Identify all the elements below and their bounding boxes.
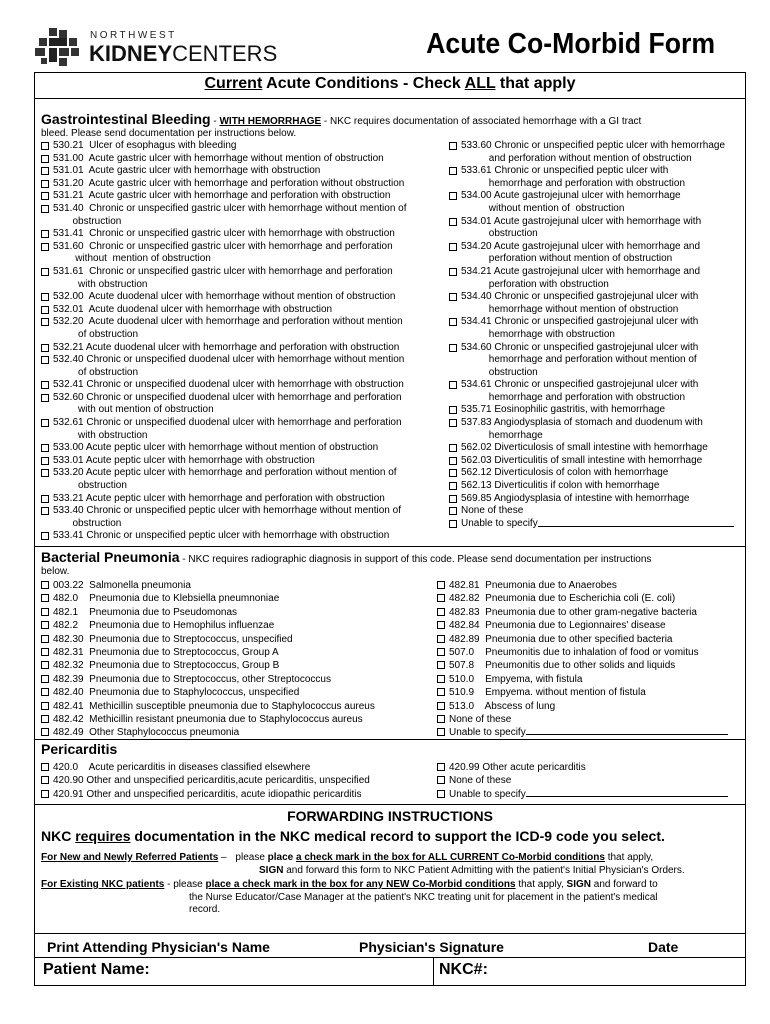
pericarditis-section-heading: Pericarditis [41, 741, 118, 757]
condition-item [449, 291, 745, 316]
condition-label: 562.13 Diverticulitis if colon with hemorrhage [461, 480, 660, 492]
condition-item [449, 316, 745, 341]
condition-item [449, 379, 745, 404]
gi-with-hemorrhage: WITH HEMORRHAGE [219, 116, 322, 127]
condition-item [449, 455, 745, 468]
condition-checkbox[interactable] [437, 776, 445, 784]
condition-item [41, 467, 451, 492]
condition-checkbox[interactable] [449, 192, 457, 200]
condition-label: 534.01 Acute gastrojejunal ulcer with hemorrhage with obstruction [461, 215, 702, 240]
condition-checkbox[interactable] [449, 344, 457, 352]
form-frame [34, 72, 746, 986]
condition-label: 507.0 Pneumonitis due to inhalation of food or vomitus [449, 647, 699, 659]
form-header [30, 22, 745, 72]
condition-label: 534.60 Chronic or unspecified gastrojejunal ulcer with hemorrhage and perforation without mention of obstruction [461, 341, 699, 378]
condition-checkbox[interactable] [41, 763, 49, 771]
condition-label: 531.61 Chronic or unspecified gastric ulcer with hemorrhage and perforation with obstruction [53, 265, 393, 290]
forwarding-sub-rest: documentation in the NKC medical record to support the ICD-9 code you select. [130, 828, 665, 844]
condition-label: 482.42 Methicillin resistant pneumonia due to Staphylococcus aureus [53, 714, 363, 726]
condition-item [437, 713, 745, 726]
condition-checkbox[interactable] [449, 142, 457, 150]
condition-label: Unable to specify [461, 517, 538, 529]
condition-checkbox[interactable] [437, 594, 445, 602]
condition-label: 482.0 Pneumonia due to Klebsiella pneumnoniae [53, 593, 280, 605]
condition-item [41, 316, 451, 341]
condition-item [41, 165, 451, 178]
condition-label: 562.02 Diverticulosis of small intestine with hemorrhage [461, 442, 708, 454]
new-patients-line2 [41, 865, 741, 878]
condition-item [437, 646, 745, 659]
condition-item [437, 686, 745, 699]
forwarding-sub-requires: requires [75, 828, 131, 844]
condition-label: 482.40 Pneumonia due to Staphylococcus, unspecified [53, 687, 300, 699]
condition-label: 482.39 Pneumonia due to Streptococcus, other Streptococcus [53, 673, 331, 685]
condition-checkbox[interactable] [449, 507, 457, 515]
condition-label: 531.41 Chronic or unspecified gastric ulcer with hemorrhage with obstruction [53, 228, 395, 240]
logo-northwest-text: NORTHWEST [90, 30, 177, 41]
condition-label: 533.20 Acute peptic ulcer with hemorrhage and perforation without mention of obstruction [53, 467, 397, 492]
condition-checkbox[interactable] [41, 180, 49, 188]
condition-item [41, 726, 437, 739]
condition-checkbox[interactable] [41, 581, 49, 589]
condition-item [41, 455, 451, 468]
pneumonia-note: - NKC requires radiographic diagnosis in support of this code. Please send documentation per instructions [179, 554, 652, 565]
condition-label: 482.31 Pneumonia due to Streptococcus, Group A [53, 647, 279, 659]
condition-label: None of these [461, 505, 524, 517]
divider [35, 957, 745, 958]
condition-checkbox[interactable] [437, 648, 445, 656]
condition-label: 562.03 Diverticulitis of small intestine with hemorrhage [461, 454, 703, 466]
condition-item [41, 713, 437, 726]
condition-checkbox[interactable] [41, 594, 49, 602]
condition-checkbox[interactable] [41, 205, 49, 213]
condition-item [41, 530, 451, 543]
forwarding-sub-nkc: NKC [41, 828, 76, 844]
condition-checkbox[interactable] [41, 702, 49, 710]
condition-checkbox[interactable] [437, 608, 445, 616]
condition-checkbox[interactable] [41, 192, 49, 200]
condition-checkbox[interactable] [41, 776, 49, 784]
gi-note: - NKC requires documentation of associated hemorrhage with a GI tract [321, 116, 642, 127]
condition-item [41, 606, 437, 619]
condition-label: 569.85 Angiodysplasia of intestine with hemorrhage [461, 492, 690, 504]
condition-label: 533.41 Chronic or unspecified peptic ulcer with hemorrhage with obstruction [53, 530, 390, 542]
condition-label: 532.60 Chronic or unspecified duodenal ulcer with hemorrhage and perforation with out mention of obstruction [53, 391, 402, 416]
condition-checkbox[interactable] [437, 635, 445, 643]
condition-checkbox[interactable] [437, 702, 445, 710]
condition-item [41, 379, 451, 392]
condition-item [41, 646, 437, 659]
condition-label: 420.91 Other and unspecified pericarditis, acute idiopathic pericarditis [53, 788, 362, 800]
condition-checkbox[interactable] [41, 155, 49, 163]
condition-label: 532.41 Chronic or unspecified duodenal ulcer with hemorrhage with obstruction [53, 379, 404, 391]
new-patients-check-all: a check mark in the box for ALL CURRENT Co-Morbid conditions [296, 852, 605, 863]
condition-checkbox[interactable] [437, 790, 445, 798]
condition-checkbox[interactable] [449, 318, 457, 326]
physician-signature-label: Physician's Signature [359, 939, 504, 955]
condition-label: 482.49 Other Staphylococcus pneumonia [53, 727, 240, 739]
condition-item [449, 165, 745, 190]
unable-to-specify-blank[interactable] [538, 518, 734, 527]
condition-checkbox[interactable] [41, 444, 49, 452]
condition-label: Unable to specify [449, 727, 526, 739]
condition-checkbox[interactable] [41, 635, 49, 643]
existing-patients-check-new: place a check mark in the box for any NEW Co-Morbid conditions [205, 879, 516, 890]
condition-checkbox[interactable] [41, 419, 49, 427]
condition-label: 533.61 Chronic or unspecified peptic ulcer with hemorrhage and perforation with obstruction [461, 165, 686, 189]
condition-label: 507.8 Pneumonitis due to other solids and liquids [449, 660, 676, 672]
new-patients-forward: and forward this form to NKC Patient Admitting with the patient's Initial Physician's Orders. [283, 864, 685, 876]
patient-name-label: Patient Name: [43, 961, 150, 978]
condition-label: 534.61 Chronic or unspecified gastrojejunal ulcer with hemorrhage and perforation with obstruction [461, 379, 699, 403]
condition-item [41, 241, 451, 266]
banner-tail: that apply [495, 75, 576, 92]
condition-checkbox[interactable] [41, 728, 49, 736]
condition-checkbox[interactable] [449, 268, 457, 276]
condition-label: 510.9 Empyema. without mention of fistula [449, 687, 646, 699]
new-patients-label: For New and Newly Referred Patients [41, 852, 219, 863]
existing-patients-instructions [41, 879, 741, 917]
condition-checkbox[interactable] [41, 356, 49, 364]
banner-all: ALL [464, 75, 496, 92]
condition-checkbox[interactable] [449, 293, 457, 301]
condition-checkbox[interactable] [449, 482, 457, 490]
condition-checkbox[interactable] [437, 688, 445, 696]
condition-item [449, 342, 745, 380]
condition-checkbox[interactable] [449, 218, 457, 226]
unable-to-specify-blank[interactable] [526, 788, 728, 797]
condition-checkbox[interactable] [41, 688, 49, 696]
divider [35, 739, 745, 740]
condition-label: 482.84 Pneumonia due to Legionnaires' disease [449, 620, 666, 632]
condition-checkbox[interactable] [41, 507, 49, 515]
divider [35, 933, 745, 934]
condition-checkbox[interactable] [41, 142, 49, 150]
new-patients-instructions [41, 852, 741, 877]
condition-item [41, 266, 451, 291]
condition-item [41, 354, 451, 379]
condition-item [41, 304, 451, 317]
new-patients-place: place [267, 852, 297, 863]
existing-patients-apply: that apply, [515, 879, 567, 890]
condition-label: 532.01 Acute duodenal ulcer with hemorrhage with obstruction [53, 303, 333, 315]
condition-label: 533.01 Acute peptic ulcer with hemorrhage with obstruction [53, 454, 315, 466]
condition-label: 532.21 Acute duodenal ulcer with hemorrhage and perforation with obstruction [53, 341, 400, 353]
condition-item [449, 216, 745, 241]
condition-label: 482.83 Pneumonia due to other gram-negative bacteria [449, 606, 697, 618]
logo-name [89, 41, 277, 67]
condition-item [41, 788, 437, 801]
condition-checkbox[interactable] [41, 648, 49, 656]
condition-label: 534.00 Acute gastrojejunal ulcer with hemorrhage without mention of obstruction [461, 190, 681, 214]
condition-item [41, 203, 451, 228]
existing-patients-line3: record. [189, 904, 221, 916]
condition-label: 482.2 Pneumonia due to Hemophilus influenzae [53, 620, 275, 632]
new-patients-line1 [41, 852, 741, 865]
condition-checkbox[interactable] [41, 293, 49, 301]
condition-item [437, 726, 745, 739]
gi-dash: - [210, 116, 220, 127]
nkc-logo [35, 28, 278, 70]
new-patients-apply: that apply, [604, 852, 654, 863]
condition-item [449, 505, 745, 518]
condition-item [437, 673, 745, 686]
pneumonia-right-column [437, 579, 745, 740]
banner-text: Acute Conditions - Check [262, 75, 465, 92]
condition-item [437, 774, 745, 787]
condition-item [41, 190, 451, 203]
logo-name-bold: KIDNEY [89, 41, 173, 66]
condition-item [41, 178, 451, 191]
condition-label: 531.21 Acute gastric ulcer with hemorrhage and perforation with obstruction [53, 190, 391, 202]
condition-item [437, 633, 745, 646]
logo-name-rest: CENTERS [172, 41, 278, 66]
condition-label: 532.00 Acute duodenal ulcer with hemorrhage without mention of obstruction [53, 291, 396, 303]
divider [35, 546, 745, 547]
condition-label: 532.40 Chronic or unspecified duodenal ulcer with hemorrhage without mention of obstruction [53, 354, 405, 378]
condition-item [41, 291, 451, 304]
nkc-logo-mark-icon [35, 28, 83, 68]
existing-patients-forward: and forward to [590, 879, 658, 890]
condition-label: 530.21 Ulcer of esophagus with bleeding [53, 140, 237, 151]
condition-item [41, 633, 437, 646]
pneumonia-note-line2: below. [41, 566, 70, 577]
condition-label: 534.21 Acute gastrojejunal ulcer with hemorrhage and perforation with obstruction [461, 265, 701, 290]
condition-label: 510.0 Empyema, with fistula [449, 673, 583, 685]
condition-label: 003.22 Salmonella pneumonia [53, 580, 191, 591]
condition-item [437, 659, 745, 672]
print-physician-name-label: Print Attending Physician's Name [47, 939, 270, 955]
condition-checkbox[interactable] [41, 243, 49, 251]
condition-item [41, 774, 437, 787]
banner-current: Current [204, 75, 263, 92]
condition-checkbox[interactable] [449, 381, 457, 389]
forwarding-requirement [41, 828, 665, 844]
condition-checkbox[interactable] [41, 675, 49, 683]
condition-label: Unable to specify [449, 788, 526, 800]
nkc-number-label: NKC#: [439, 961, 488, 978]
gi-section-heading [41, 111, 641, 127]
condition-item [41, 392, 451, 417]
condition-checkbox[interactable] [41, 318, 49, 326]
condition-label: 420.0 Acute pericarditis in diseases classified elsewhere [53, 762, 311, 773]
existing-patients-line2: the Nurse Educator/Case Manager at the patient's NKC treating unit for placement in the patient's medical [189, 891, 658, 903]
condition-label: 533.00 Acute peptic ulcer with hemorrhage without mention of obstruction [53, 442, 379, 454]
condition-label: 533.21 Acute peptic ulcer with hemorrhage and perforation with obstruction [53, 492, 385, 504]
condition-item [437, 788, 745, 801]
condition-item [41, 153, 451, 166]
existing-patients-please: - please [164, 879, 206, 890]
condition-checkbox[interactable] [41, 344, 49, 352]
condition-checkbox[interactable] [41, 306, 49, 314]
condition-checkbox[interactable] [41, 715, 49, 723]
condition-item [41, 673, 437, 686]
condition-checkbox[interactable] [449, 406, 457, 414]
condition-label: 531.20 Acute gastric ulcer with hemorrhage and perforation without obstruction [53, 177, 405, 189]
condition-checkbox[interactable] [449, 419, 457, 427]
condition-checkbox[interactable] [437, 728, 445, 736]
condition-item [41, 659, 437, 672]
pericarditis-right-column [437, 761, 745, 801]
condition-checkbox[interactable] [437, 661, 445, 669]
condition-label: 482.1 Pneumonia due to Pseudomonas [53, 606, 238, 618]
condition-label: 420.90 Other and unspecified pericarditis,acute pericarditis, unspecified [53, 775, 370, 787]
condition-label: None of these [449, 775, 512, 787]
date-label: Date [648, 939, 679, 955]
condition-item [41, 761, 437, 774]
condition-label: 513.0 Abscess of lung [449, 700, 556, 712]
pneumonia-section-heading [41, 549, 651, 565]
condition-checkbox[interactable] [41, 661, 49, 669]
condition-item [449, 241, 745, 266]
condition-checkbox[interactable] [449, 469, 457, 477]
condition-label: None of these [449, 714, 512, 726]
condition-item [449, 404, 745, 417]
vertical-divider [433, 957, 434, 986]
condition-checkbox[interactable] [41, 457, 49, 465]
condition-item [41, 140, 451, 153]
condition-checkbox[interactable] [449, 444, 457, 452]
condition-item [437, 619, 745, 632]
condition-item [437, 700, 745, 713]
condition-label: 482.82 Pneumonia due to Escherichia coli (E. coli) [449, 593, 676, 605]
condition-label: 531.40 Chronic or unspecified gastric ulcer with hemorrhage without mention of obstruction [53, 202, 407, 227]
existing-patients-line1 [41, 879, 741, 892]
condition-label: 482.81 Pneumonia due to Anaerobes [449, 580, 617, 591]
existing-patients-sign: SIGN [566, 879, 591, 890]
pericarditis-left-column [41, 761, 437, 801]
condition-checkbox[interactable] [41, 167, 49, 175]
condition-item [437, 761, 745, 774]
condition-checkbox[interactable] [449, 457, 457, 465]
condition-label: 535.71 Eosinophilic gastritis, with hemorrhage [461, 404, 665, 416]
new-patients-please: please [235, 852, 268, 863]
condition-item [449, 480, 745, 493]
condition-checkbox[interactable] [41, 495, 49, 503]
condition-checkbox[interactable] [41, 394, 49, 402]
condition-item [41, 493, 451, 506]
condition-checkbox[interactable] [449, 167, 457, 175]
condition-item [437, 579, 745, 592]
condition-checkbox[interactable] [449, 520, 457, 528]
condition-label: 534.20 Acute gastrojejunal ulcer with hemorrhage and perforation without mention of obstruction [461, 240, 701, 265]
gi-right-column [449, 140, 745, 530]
existing-patients-label: For Existing NKC patients [41, 879, 165, 890]
new-patients-dash: – [218, 852, 230, 863]
unable-to-specify-blank[interactable] [526, 726, 728, 735]
forwarding-title: FORWARDING INSTRUCTIONS [287, 808, 493, 824]
condition-checkbox[interactable] [41, 608, 49, 616]
condition-checkbox[interactable] [41, 230, 49, 238]
condition-checkbox[interactable] [449, 495, 457, 503]
condition-checkbox[interactable] [437, 715, 445, 723]
condition-item [41, 592, 437, 605]
condition-item [449, 518, 745, 531]
condition-checkbox[interactable] [437, 675, 445, 683]
condition-label: 482.89 Pneumonia due to other specified bacteria [449, 633, 673, 645]
condition-checkbox[interactable] [41, 621, 49, 629]
condition-label: 532.20 Acute duodenal ulcer with hemorrhage and perforation without mention of obstruction [53, 316, 403, 340]
condition-label: 533.60 Chronic or unspecified peptic ulcer with hemorrhage and perforation without mention of obstruction [461, 140, 726, 164]
condition-checkbox[interactable] [437, 763, 445, 771]
condition-item [449, 140, 745, 165]
new-patients-sign: SIGN [259, 864, 284, 876]
condition-label: 534.41 Chronic or unspecified gastrojejunal ulcer with hemorrhage with obstruction [461, 316, 699, 340]
condition-item [41, 579, 437, 592]
condition-checkbox[interactable] [41, 381, 49, 389]
pneumonia-left-column [41, 579, 437, 740]
form-title: Acute Co-Morbid Form [425, 28, 715, 60]
gi-note-line2: bleed. Please send documentation per instructions below. [41, 128, 297, 139]
condition-item [449, 442, 745, 455]
condition-checkbox[interactable] [41, 469, 49, 477]
condition-checkbox[interactable] [41, 268, 49, 276]
condition-label: 534.40 Chronic or unspecified gastrojejunal ulcer with hemorrhage without mention of obstruction [461, 291, 699, 315]
condition-item [449, 493, 745, 506]
condition-label: 537.83 Angiodysplasia of stomach and duodenum with hemorrhage [461, 417, 703, 441]
condition-item [41, 700, 437, 713]
condition-item [41, 505, 451, 530]
condition-checkbox[interactable] [437, 621, 445, 629]
condition-checkbox[interactable] [437, 581, 445, 589]
divider [35, 98, 745, 99]
condition-item [449, 417, 745, 442]
condition-label: 482.30 Pneumonia due to Streptococcus, unspecified [53, 633, 293, 645]
condition-label: 531.00 Acute gastric ulcer with hemorrhage without mention of obstruction [53, 152, 384, 164]
condition-checkbox[interactable] [41, 790, 49, 798]
condition-item [41, 342, 451, 355]
condition-item [41, 686, 437, 699]
condition-label: 482.41 Methicillin susceptible pneumonia due to Staphylococcus aureus [53, 700, 375, 712]
gi-title: Gastrointestinal Bleeding [41, 111, 211, 127]
condition-label: 532.61 Chronic or unspecified duodenal ulcer with hemorrhage and perforation with obstruction [53, 417, 402, 441]
condition-item [437, 592, 745, 605]
condition-label: 533.40 Chronic or unspecified peptic ulcer with hemorrhage without mention of obstruction [53, 505, 401, 529]
current-conditions-banner [35, 75, 745, 93]
condition-label: 420.99 Other acute pericarditis [449, 762, 586, 773]
condition-item [41, 442, 451, 455]
condition-item [41, 417, 451, 442]
condition-item [437, 606, 745, 619]
condition-item [449, 266, 745, 291]
pneumonia-title: Bacterial Pneumonia [41, 549, 180, 565]
condition-label: 562.12 Diverticulosis of colon with hemorrhage [461, 467, 669, 479]
gi-left-column [41, 140, 451, 543]
condition-label: 531.60 Chronic or unspecified gastric ulcer with hemorrhage and perforation without mention of obstruction [53, 240, 393, 265]
condition-item [41, 619, 437, 632]
condition-checkbox[interactable] [449, 243, 457, 251]
condition-checkbox[interactable] [41, 532, 49, 540]
divider [35, 804, 745, 805]
condition-item [449, 190, 745, 215]
condition-label: 482.32 Pneumonia due to Streptococcus, Group B [53, 660, 280, 672]
condition-item [41, 228, 451, 241]
condition-item [449, 467, 745, 480]
condition-label: 531.01 Acute gastric ulcer with hemorrhage with obstruction [53, 165, 321, 177]
